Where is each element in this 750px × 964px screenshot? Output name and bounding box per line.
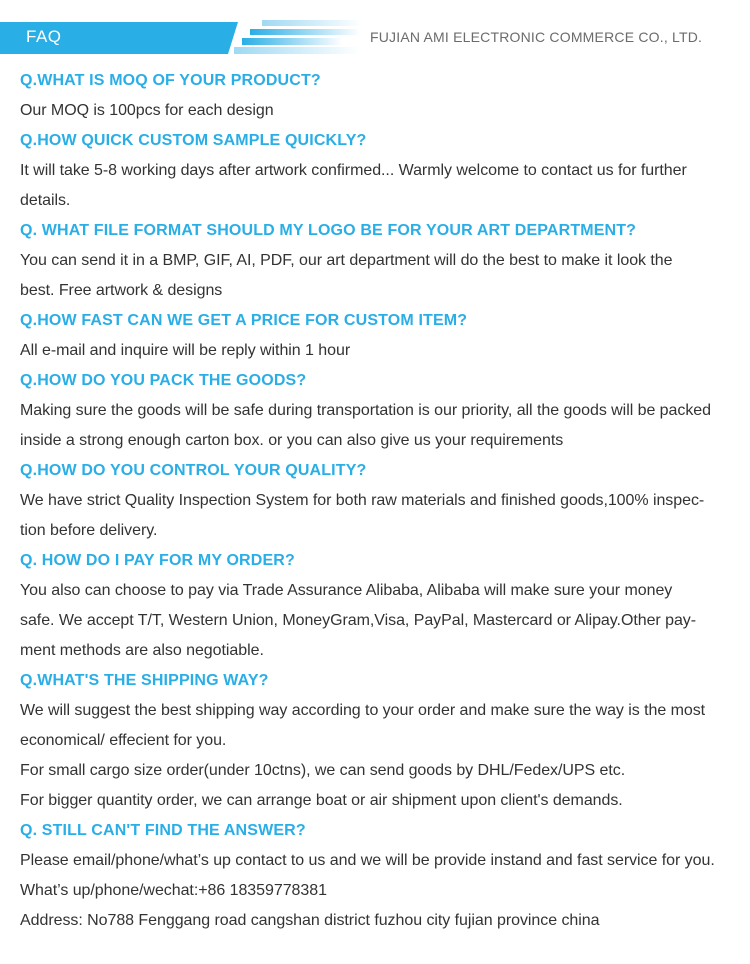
faq-item — [20, 546, 732, 666]
faq-item — [20, 816, 732, 936]
faq-answer-line: Address: No788 Fenggang road cangshan district fuzhou city fujian province china — [20, 912, 600, 929]
faq-list — [20, 66, 732, 936]
faq-question: Q. HOW DO I PAY FOR MY ORDER? — [20, 552, 295, 569]
faq-question: Q.HOW DO YOU PACK THE GOODS? — [20, 372, 307, 389]
faq-item — [20, 126, 732, 216]
faq-item — [20, 66, 732, 126]
faq-item — [20, 216, 732, 306]
faq-answer-line: All e-mail and inquire will be reply within 1 hour — [20, 342, 351, 359]
faq-answer-line: Making sure the goods will be safe during transportation is our priority, all the goods will be packed — [20, 402, 711, 419]
faq-answer-line: best. Free artwork & designs — [20, 282, 223, 299]
faq-answer-line: Our MOQ is 100pcs for each design — [20, 102, 274, 119]
header-stripe — [234, 47, 359, 54]
faq-answer-line: Please email/phone/what’s up contact to us and we will be provide instand and fast service for you. — [20, 852, 715, 869]
faq-item — [20, 666, 732, 816]
faq-answer-line: We will suggest the best shipping way according to your order and make sure the way is the most — [20, 702, 706, 719]
faq-question: Q.HOW DO YOU CONTROL YOUR QUALITY? — [20, 462, 367, 479]
faq-answer-line: safe. We accept T/T, Western Union, MoneyGram,Visa, PayPal, Mastercard or Alipay.Other pay- — [20, 612, 697, 629]
faq-answer-line: You can send it in a BMP, GIF, AI, PDF, our art department will do the best to make it look the — [20, 252, 673, 269]
faq-answer-line: economical/ effecient for you. — [20, 732, 227, 749]
faq-answer-line: What’s up/phone/wechat:+86 18359778381 — [20, 882, 327, 899]
faq-answer-line: ment methods are also negotiable. — [20, 642, 264, 659]
faq-answer-line: We have strict Quality Inspection System for both raw materials and finished goods,100% inspec- — [20, 492, 705, 509]
faq-answer-line: It will take 5-8 working days after artwork confirmed... Warmly welcome to contact us for further — [20, 162, 687, 179]
header-stripe — [262, 20, 362, 26]
company-name: FUJIAN AMI ELECTRONIC COMMERCE CO., LTD. — [370, 29, 703, 45]
header-stripe — [242, 38, 342, 45]
header-stripe — [250, 29, 360, 35]
faq-answer-line: tion before delivery. — [20, 522, 158, 539]
faq-question: Q.WHAT'S THE SHIPPING WAY? — [20, 672, 269, 689]
faq-answer-line: inside a strong enough carton box. or you can also give us your requirements — [20, 432, 564, 449]
faq-header — [0, 0, 750, 64]
faq-item — [20, 366, 732, 456]
faq-answer-line: For small cargo size order(under 10ctns), we can send goods by DHL/Fedex/UPS etc. — [20, 762, 626, 779]
faq-question: Q.WHAT IS MOQ OF YOUR PRODUCT? — [20, 72, 321, 89]
faq-item — [20, 456, 732, 546]
faq-question: Q. STILL CAN'T FIND THE ANSWER? — [20, 822, 306, 839]
faq-question: Q.HOW QUICK CUSTOM SAMPLE QUICKLY? — [20, 132, 367, 149]
faq-question: Q.HOW FAST CAN WE GET A PRICE FOR CUSTOM ITEM? — [20, 312, 468, 329]
faq-title: FAQ — [26, 27, 62, 46]
faq-question: Q. WHAT FILE FORMAT SHOULD MY LOGO BE FOR YOUR ART DEPARTMENT? — [20, 222, 637, 239]
faq-item — [20, 306, 732, 366]
faq-answer-line: You also can choose to pay via Trade Assurance Alibaba, Alibaba will make sure your money — [20, 582, 673, 599]
faq-answer-line: For bigger quantity order, we can arrange boat or air shipment upon client's demands. — [20, 792, 623, 809]
faq-answer-line: details. — [20, 192, 71, 209]
